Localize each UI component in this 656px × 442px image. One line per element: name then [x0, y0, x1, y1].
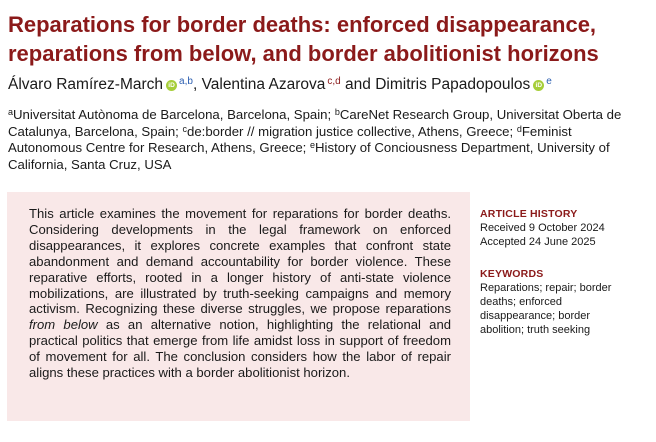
orcid-icon[interactable]: iD: [533, 80, 544, 91]
abstract-emphasis: from below: [29, 317, 98, 333]
author-name[interactable]: Valentina Azarova: [201, 76, 326, 93]
author-name[interactable]: Dimitris Papadopoulos: [375, 76, 531, 93]
author-name[interactable]: Álvaro Ramírez-March: [8, 76, 164, 93]
affiliation-mark: c: [182, 123, 187, 134]
accepted-date: Accepted 24 June 2025: [480, 236, 596, 248]
keywords-line: Reparations; repair; border: [480, 282, 612, 294]
article-history-heading: ARTICLE HISTORY: [480, 208, 578, 220]
author-affiliation-marks[interactable]: a,b: [179, 76, 193, 87]
abstract-part: as an alternative notion, highlighting the relational and practical politics that emerge from life amidst loss in support of freedom of movement for all. The conclusion considers how the labor of repair aligns these practices with a border abolitionist horizon.: [29, 317, 452, 381]
abstract-box: [7, 192, 470, 421]
keywords: [480, 268, 650, 337]
author-list: [8, 72, 648, 95]
affiliation-text: de:border // migration justice collective, Athens, Greece;: [186, 123, 517, 139]
abstract-text: [29, 206, 451, 381]
author-affiliation-marks[interactable]: c,d: [327, 76, 341, 87]
article-history: [480, 208, 650, 249]
abstract-part: This article examines the movement for reparations for border deaths. Considering developments in the legal framework on enforced disappearances, it explores concrete examples that confront state abandonment and demand accountability for border violence. These reparative efforts, rooted in a longer history of anti-state violence mobilizations, are illustrated by truth-seeking campaigns and memory activism. Recognizing these diverse struggles, we propose reparations: [29, 206, 451, 317]
affiliation-mark: d: [516, 123, 522, 134]
affiliation-mark: a: [8, 107, 14, 117]
author-affiliation-marks[interactable]: e: [546, 76, 552, 87]
author-and: and: [345, 76, 371, 93]
affiliations: [8, 107, 648, 173]
affiliation-text: Feminist Autonomous Centre for Research, Athens, Greece;: [8, 123, 572, 155]
affiliation-text: CareNet Research Group, Universitat Oberta de Catalunya, Barcelona, Spain;: [8, 107, 622, 139]
keywords-line: abolition; truth seeking: [480, 324, 591, 336]
affiliation-mark: e: [310, 140, 316, 150]
keywords-line: disappearance; border: [480, 310, 591, 322]
orcid-icon[interactable]: iD: [166, 80, 177, 91]
affiliation-mark: b: [334, 107, 340, 117]
keywords-line: deaths; enforced: [480, 296, 562, 308]
affiliation-text: Universitat Autònoma de Barcelona, Barcelona, Spain;: [13, 107, 335, 122]
article-title: Reparations for border deaths: enforced disappearance, reparations from below, and border abolitionist horizons: [8, 12, 599, 66]
affiliation-text: History of Conciousness Department, University of California, Santa Cruz, USA: [8, 140, 610, 172]
keywords-heading: KEYWORDS: [480, 268, 544, 280]
received-date: Received 9 October 2024: [480, 222, 605, 234]
author-separator: ,: [192, 76, 198, 93]
